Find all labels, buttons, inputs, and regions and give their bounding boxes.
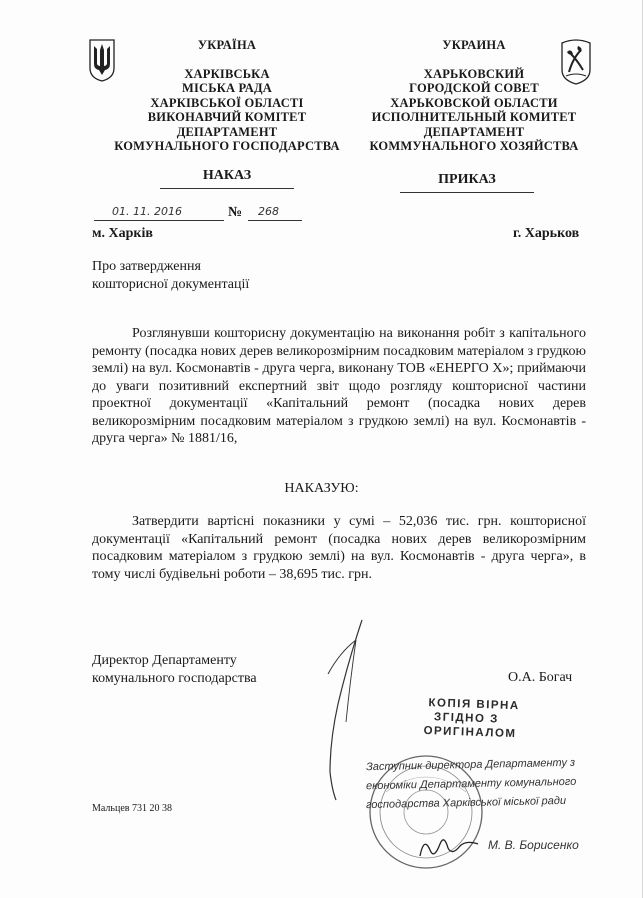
copy-stamp-line: ОРИГІНАЛОМ [423,724,517,741]
doc-type-right-underline [400,192,534,193]
header-left-line: ХАРКІВСЬКА [184,66,270,81]
certification-line: господарства Харківської міської ради [365,794,567,812]
doc-type-left: НАКАЗ [202,168,252,183]
signatory-title [92,652,257,687]
header-right-line: ХАРЬКОВСКИЙ [423,66,525,81]
header-left-line: МІСЬКА РАДА [181,81,273,95]
header-right-line: ДЕПАРТАМЕНТ [423,124,525,139]
order-heading: НАКАЗУЮ: [284,481,359,496]
performer-contact: Мальцев 731 20 38 [92,803,172,814]
subject-line: Про затвердження [92,259,201,274]
signatory-title-line: Директор Департаменту [92,653,237,668]
kharkiv-city-emblem-icon [559,38,593,86]
certification-line: Заступник директора Департаменту з [365,756,576,774]
header-right [368,38,580,154]
header-left-line: ДЕПАРТАМЕНТ [176,124,278,139]
order-date: 01. 11. 2016 [112,205,182,218]
copy-stamp [417,696,548,743]
signatory-title-line: комунального господарства [92,670,257,686]
city-right: г. Харьков [513,226,580,241]
certification-line: економіки Департаменту комунального [365,775,577,793]
header-left-country: УКРАЇНА [197,38,257,52]
subject [92,258,249,293]
city-left: м. Харків [92,226,153,241]
subject-line: кошторисної документації [92,276,250,292]
copy-stamp-line: ЗГІДНО З [433,711,499,726]
header-right-country: УКРАИНА [442,38,506,52]
header-left-line: ХАРКІВСЬКОЇ ОБЛАСТІ [150,95,304,110]
date-underline [94,220,224,221]
header-right-line: ИСПОЛНИТЕЛЬНЫЙ КОМИТЕТ [371,110,577,124]
copy-stamp-line: КОПІЯ ВІРНА [428,697,520,713]
header-left-line: КОМУНАЛЬНОГО ГОСПОДАРСТВА [114,139,340,153]
header-left [108,38,346,154]
header-right-line: КОММУНАЛЬНОГО ХОЗЯЙСТВА [369,139,579,153]
number-label: № [228,205,243,220]
certification-name: М. В. Борисенко [488,838,579,852]
header-right-line: ХАРЬКОВСКОЙ ОБЛАСТИ [390,95,558,110]
header-left-line: ВИКОНАВЧИЙ КОМІТЕТ [147,110,307,124]
paragraph-preamble: Розглянувши кошторисну документацію на виконання робіт з капітального ремонту (посадка нових дерев великорозмірним посадковим матеріалом з грудкою землі) на вул. Космонавтів - друга черга, виконану ТОВ «ЕНЕРГО Х»; приймаючи до уваги позитивний експертний звіт щодо розгляду кошторисної частини проектної документації «Капітальний ремонт (посадка нових дерев великорозмірним посадковим матеріалом з грудкою землі) на вул. Космонавтів - друга черга» № 1881/16, [92,326,586,446]
order-number: 268 [258,205,279,218]
signatory-name: О.А. Богач [508,670,573,685]
number-underline [248,220,302,221]
certifier-signature [414,826,484,866]
doc-type-right: ПРИКАЗ [438,172,496,187]
doc-type-left-underline [160,188,294,189]
paragraph-order: Затвердити вартісні показники у сумі – 52,036 тис. грн. кошторисної документації «Капітальний ремонт (посадка нових дерев великорозмірним посадковим матеріалом з грудкою землі) на вул. Космонавтів - друга черга», в тому числі будівельні роботи – 38,695 тис. грн. [92,514,586,582]
header-right-line: ГОРОДСКОЙ СОВЕТ [409,81,539,95]
